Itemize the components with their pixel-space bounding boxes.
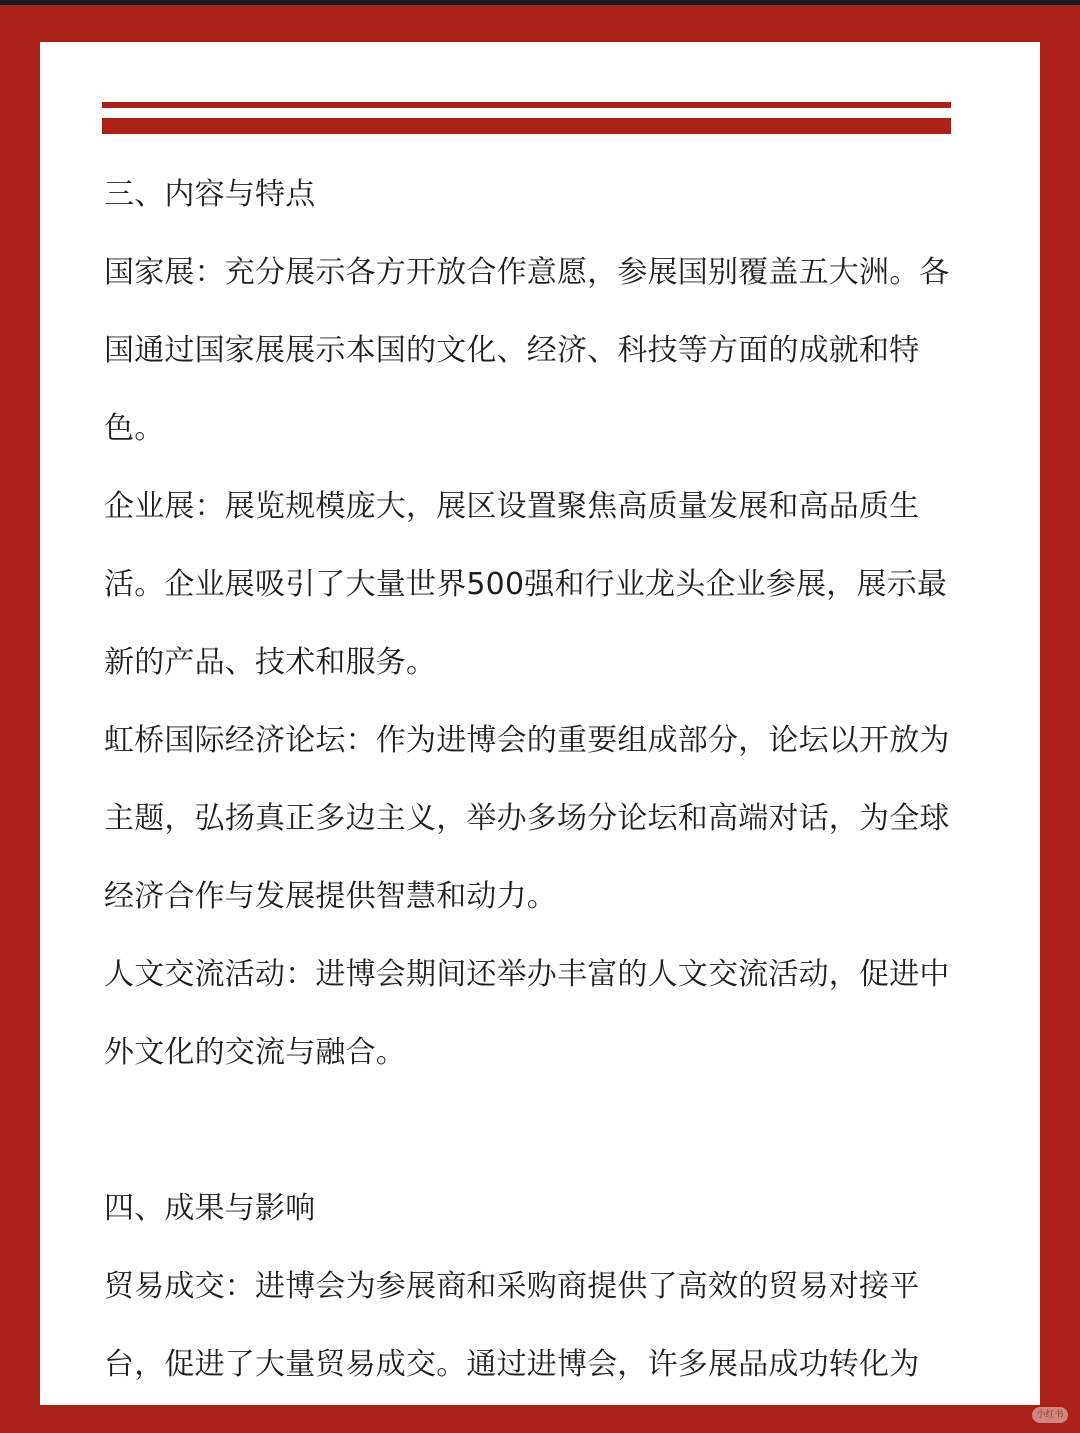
decorative-rule-thin <box>102 102 951 108</box>
document-page <box>40 42 1040 1405</box>
watermark-logo: 小红书 <box>1032 1407 1068 1423</box>
section-heading-content-features: 三、内容与特点 <box>104 177 316 212</box>
section-spacer <box>104 1092 954 1170</box>
paragraph-cultural-exchange: 人文交流活动：进博会期间还举办丰富的人文交流活动，促进中外文化的交流与融合。 <box>104 957 950 1070</box>
decorative-rule-thick <box>102 118 951 134</box>
section-heading-results-impact: 四、成果与影响 <box>104 1191 316 1226</box>
paragraph-enterprise-exhibition: 企业展：展览规模庞大，展区设置聚焦高质量发展和高品质生活。企业展吸引了大量世界500强和行业龙头企业参展，展示最新的产品、技术和服务。 <box>104 489 948 680</box>
paragraph-national-exhibition: 国家展：充分展示各方开放合作意愿，参展国别覆盖五大洲。各国通过国家展展示本国的文化、经济、科技等方面的成就和特色。 <box>104 255 950 446</box>
document-content <box>104 156 954 1404</box>
paragraph-trade-deals: 贸易成交：进博会为参展商和采购商提供了高效的贸易对接平台，促进了大量贸易成交。通过进博会，许多展品成功转化为 <box>104 1269 920 1382</box>
top-edge-strip <box>0 0 1080 5</box>
paragraph-hongqiao-forum: 虹桥国际经济论坛：作为进博会的重要组成部分，论坛以开放为主题，弘扬真正多边主义，举办多场分论坛和高端对话，为全球经济合作与发展提供智慧和动力。 <box>104 723 950 914</box>
